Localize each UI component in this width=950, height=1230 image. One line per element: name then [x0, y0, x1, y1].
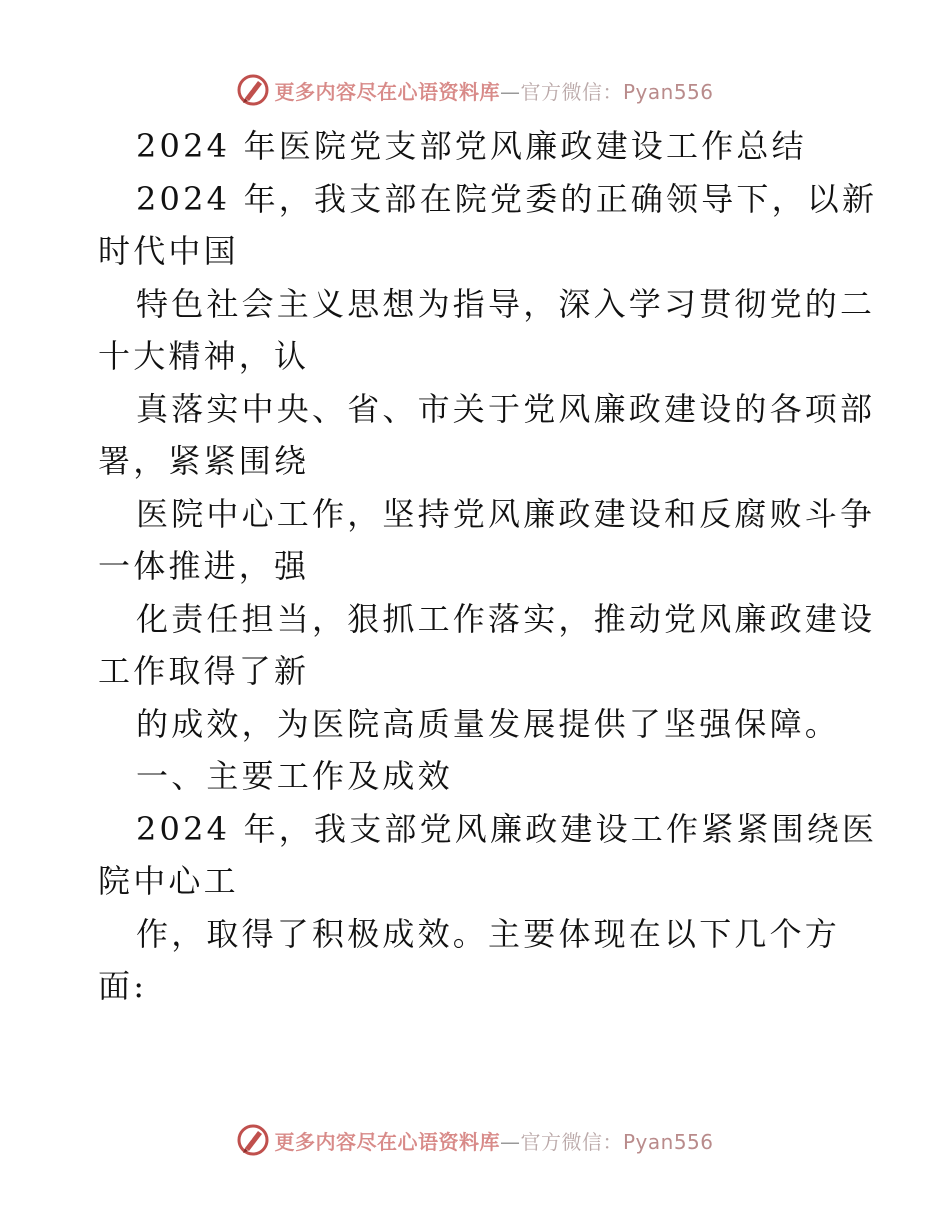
document-line: 时代中国	[98, 232, 239, 270]
footer-dash: —	[499, 1129, 521, 1154]
footer-watermark	[0, 1118, 950, 1162]
header-dash: —	[499, 79, 521, 104]
document-line: 化责任担当，狠抓工作落实，推动党风廉政建设	[136, 599, 876, 638]
document-line: 工作取得了新	[98, 652, 310, 690]
pen-logo-icon	[236, 73, 270, 107]
footer-brand: 更多内容尽在心语资料库	[274, 1129, 500, 1154]
document-line: 作，取得了积极成效。主要体现在以下几个方	[136, 914, 841, 953]
document-line: 特色社会主义思想为指导，深入学习贯彻党的二	[136, 284, 876, 323]
document-line: 一、主要工作及成效	[136, 757, 453, 795]
document-line: 的成效，为医院高质量发展提供了坚强保障。	[136, 704, 841, 743]
document-line: 院中心工	[98, 862, 239, 900]
header-wechat-id: Pyan556	[622, 79, 714, 104]
document-line: 真落实中央、省、市关于党风廉政建设的各项部	[136, 389, 876, 428]
document-line: 署，紧紧围绕	[98, 442, 310, 480]
document-line: 十大精神，认	[98, 337, 310, 375]
document-line: 2024 年，我支部在院党委的正确领导下，以新	[136, 179, 878, 218]
header-watermark	[0, 68, 950, 112]
document-line: 2024 年医院党支部党风廉政建设工作总结	[136, 127, 807, 165]
document-line: 一体推进，强	[98, 547, 310, 585]
document-line: 医院中心工作，坚持党风廉政建设和反腐败斗争	[136, 494, 876, 533]
document-line: 2024 年，我支部党风廉政建设工作紧紧围绕医	[136, 809, 878, 848]
footer-wechat-label: 官方微信：	[520, 1129, 623, 1154]
document-body	[98, 120, 878, 1013]
pen-logo-icon	[236, 1123, 270, 1157]
header-brand: 更多内容尽在心语资料库	[274, 79, 500, 104]
footer-watermark-text	[274, 1126, 713, 1155]
footer-wechat-id: Pyan556	[622, 1129, 714, 1154]
document-line: 面:	[98, 967, 148, 1005]
header-wechat-label: 官方微信：	[520, 79, 623, 104]
header-watermark-text	[274, 76, 713, 105]
